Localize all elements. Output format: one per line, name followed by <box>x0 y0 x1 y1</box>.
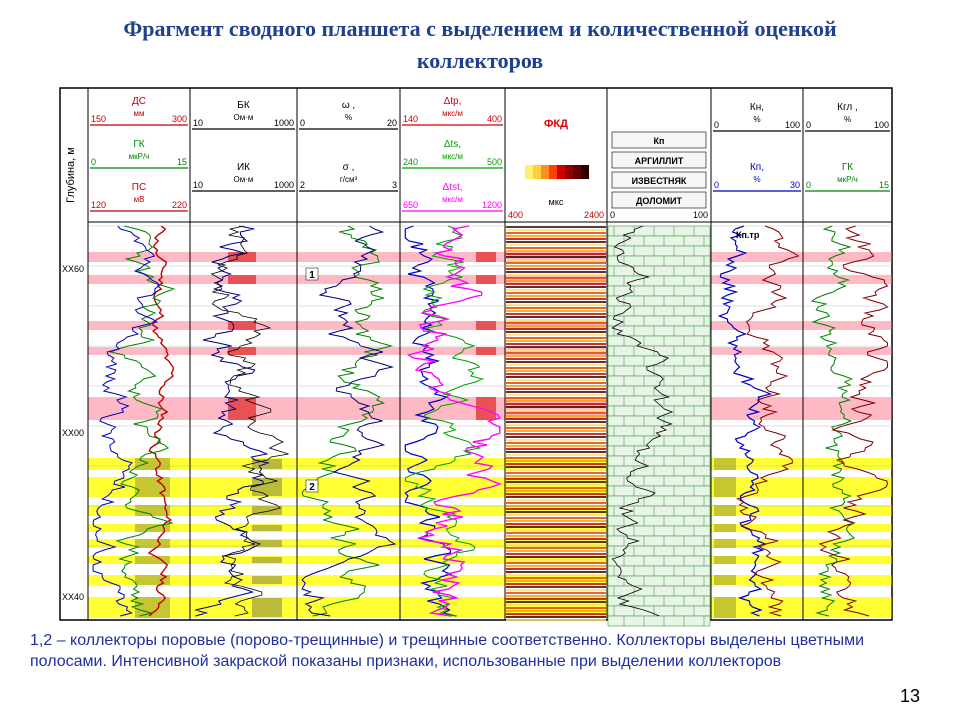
fkd-stripe <box>506 364 606 366</box>
lith-row <box>608 306 710 316</box>
lith-row <box>608 266 710 276</box>
fkd-stripe <box>506 574 606 576</box>
curve-unit: % <box>753 175 761 184</box>
fkd-color-swatch <box>557 165 565 179</box>
fkd-stripe <box>506 478 606 480</box>
curve-name: ω , <box>341 100 356 111</box>
fkd-stripe <box>506 616 606 618</box>
curve-name: Кп, <box>749 162 765 173</box>
zone-label-2: 2 <box>309 482 315 493</box>
feature-fill <box>252 525 282 531</box>
lith-row <box>608 336 710 346</box>
fkd-stripe <box>506 331 606 333</box>
fkd-stripe <box>506 466 606 468</box>
scale-max: 3 <box>391 180 397 190</box>
curve-name: Кгл , <box>837 102 858 113</box>
fkd-stripe <box>506 472 606 474</box>
curve-unit: мкР/ч <box>837 175 858 184</box>
fkd-stripe <box>506 568 606 570</box>
scale-max: 15 <box>176 157 187 167</box>
fkd-stripe <box>506 496 606 498</box>
fkd-stripe <box>506 343 606 345</box>
lith-row <box>608 516 710 526</box>
fkd-stripe <box>506 463 606 465</box>
fkd-stripe <box>506 556 606 558</box>
lith-row <box>608 606 710 616</box>
fkd-stripe <box>506 232 606 234</box>
scale-min: 10 <box>193 118 204 128</box>
scale-min: 0 <box>91 157 97 167</box>
fkd-stripe <box>506 436 606 438</box>
fkd-stripe <box>506 442 606 444</box>
fkd-stripe <box>506 334 606 336</box>
fkd-stripe <box>506 541 606 543</box>
fkd-stripe <box>506 280 606 282</box>
curve-unit: мВ <box>133 195 145 204</box>
scale-max: 100 <box>784 120 800 130</box>
feature-fill <box>714 505 736 516</box>
scale-min: 2 <box>300 180 306 190</box>
scale-min: 0 <box>714 180 720 190</box>
fkd-stripe <box>506 229 606 231</box>
fkd-stripe <box>506 253 606 255</box>
reservoir-band-type2 <box>88 505 892 516</box>
lith-min: 0 <box>610 210 616 220</box>
curve-unit: Ом·м <box>233 113 254 122</box>
fkd-color-swatch <box>549 165 557 179</box>
reservoir-band-type2 <box>88 556 892 564</box>
scale-max: 400 <box>486 114 502 124</box>
fkd-stripe <box>506 262 606 264</box>
fkd-stripe <box>506 427 606 429</box>
fkd-stripe <box>506 502 606 504</box>
fkd-stripe <box>506 499 606 501</box>
fkd-stripe <box>506 277 606 279</box>
curve-name: Δts, <box>443 139 462 150</box>
fkd-stripe <box>506 583 606 585</box>
fkd-stripe <box>506 244 606 246</box>
page-number: 13 <box>899 686 920 706</box>
fkd-stripe <box>506 619 606 621</box>
depth-mark-xx40: XX40 <box>62 592 85 602</box>
fkd-stripe <box>506 307 606 309</box>
lith-row <box>608 256 710 266</box>
fkd-stripe <box>506 259 606 261</box>
fkd-stripe <box>506 295 606 297</box>
fkd-stripe <box>506 415 606 417</box>
lith-legend-label: Кп <box>653 136 665 146</box>
fkd-stripe <box>506 607 606 609</box>
fkd-stripe <box>506 535 606 537</box>
curve-name: Δtp, <box>443 96 462 107</box>
curve-name: ПС <box>131 182 147 193</box>
lith-row <box>608 576 710 586</box>
fkd-stripe <box>506 322 606 324</box>
fkd-stripe <box>506 538 606 540</box>
fkd-stripe <box>506 484 606 486</box>
fkd-stripe <box>506 268 606 270</box>
curve-name: ГК <box>841 162 854 173</box>
lith-legend-label: АРГИЛЛИТ <box>634 156 684 166</box>
fkd-stripe <box>506 577 606 579</box>
feature-fill <box>714 556 736 564</box>
fkd-stripe <box>506 457 606 459</box>
fkd-stripe <box>506 493 606 495</box>
fkd-stripe <box>506 523 606 525</box>
scale-max: 30 <box>789 180 800 190</box>
lith-row <box>608 586 710 596</box>
scale-min: 0 <box>714 120 720 130</box>
scale-max: 20 <box>386 118 397 128</box>
curve-unit: Ом·м <box>233 175 254 184</box>
fkd-min: 400 <box>508 210 524 220</box>
lith-row <box>608 616 710 626</box>
feature-fill <box>714 477 736 497</box>
fkd-stripe <box>506 352 606 354</box>
feature-fill <box>135 597 170 618</box>
curve-name: ГК <box>133 139 145 150</box>
fkd-stripe <box>506 517 606 519</box>
fkd-stripe <box>506 397 606 399</box>
feature-fill <box>135 539 170 548</box>
fkd-name: ФКД <box>544 118 568 130</box>
lith-legend-label: ИЗВЕСТНЯК <box>631 176 687 186</box>
fkd-color-swatch <box>525 165 533 179</box>
fkd-color-swatch <box>581 165 589 179</box>
fkd-stripe <box>506 238 606 240</box>
fkd-stripe <box>506 409 606 411</box>
fkd-stripe <box>506 247 606 249</box>
fkd-color-swatch <box>541 165 549 179</box>
fkd-stripe <box>506 235 606 237</box>
scale-max: 1000 <box>273 180 294 190</box>
fkd-stripe <box>506 604 606 606</box>
depth-mark-xx60: XX60 <box>62 264 85 274</box>
lith-row <box>608 386 710 396</box>
scale-max: 220 <box>171 200 187 210</box>
curve-unit: мкР/ч <box>128 152 150 161</box>
curve-name: БК <box>237 100 250 111</box>
fkd-stripe <box>506 376 606 378</box>
fkd-stripe <box>506 328 606 330</box>
fkd-stripe <box>506 301 606 303</box>
fkd-stripe <box>506 448 606 450</box>
fkd-stripe <box>506 286 606 288</box>
lith-row <box>608 446 710 456</box>
fkd-stripe <box>506 403 606 405</box>
fkd-stripe <box>506 508 606 510</box>
reservoir-band-type2 <box>88 524 892 532</box>
fkd-stripe <box>506 586 606 588</box>
feature-fill <box>714 575 736 585</box>
fkd-stripe <box>506 439 606 441</box>
lith-row <box>608 276 710 286</box>
lith-row <box>608 356 710 366</box>
fkd-stripe <box>506 481 606 483</box>
fkd-stripe <box>506 421 606 423</box>
fkd-stripe <box>506 370 606 372</box>
lith-max: 100 <box>692 210 708 220</box>
fkd-stripe <box>506 475 606 477</box>
fkd-stripe <box>506 598 606 600</box>
scale-max: 100 <box>873 120 889 130</box>
scale-min: 0 <box>300 118 306 128</box>
fkd-color-swatch <box>573 165 581 179</box>
curve-name: σ , <box>342 162 355 173</box>
feature-fill <box>228 397 256 420</box>
scale-min: 240 <box>403 157 419 167</box>
fkd-stripe <box>506 451 606 453</box>
fkd-stripe <box>506 226 606 228</box>
lith-row <box>608 486 710 496</box>
fkd-stripe <box>506 559 606 561</box>
fkd-stripe <box>506 490 606 492</box>
scale-min: 0 <box>806 180 812 190</box>
scale-min: 0 <box>806 120 812 130</box>
feature-fill <box>476 347 496 355</box>
fkd-stripe <box>506 250 606 252</box>
fkd-stripe <box>506 610 606 612</box>
lith-row <box>608 566 710 576</box>
fkd-stripe <box>506 571 606 573</box>
feature-fill <box>714 524 736 532</box>
fkd-stripe <box>506 256 606 258</box>
feature-fill <box>476 321 496 330</box>
lith-row <box>608 376 710 386</box>
kn-plot-label: Кп.тр <box>736 230 760 240</box>
fkd-stripe <box>506 460 606 462</box>
fkd-stripe <box>506 361 606 363</box>
scale-min: 120 <box>91 200 107 210</box>
fkd-stripe <box>506 553 606 555</box>
lith-row <box>608 466 710 476</box>
scale-max: 500 <box>486 157 502 167</box>
fkd-stripe <box>506 514 606 516</box>
fkd-stripe <box>506 550 606 552</box>
fkd-stripe <box>506 445 606 447</box>
feature-fill <box>252 598 282 617</box>
fkd-stripe <box>506 454 606 456</box>
fkd-stripe <box>506 367 606 369</box>
lith-row <box>608 406 710 416</box>
feature-fill <box>714 539 736 548</box>
lith-row <box>608 236 710 246</box>
fkd-stripe <box>506 391 606 393</box>
fkd-stripe <box>506 547 606 549</box>
fkd-stripe <box>506 271 606 273</box>
fkd-stripe <box>506 325 606 327</box>
curve-name: Δtst, <box>442 182 463 193</box>
fkd-stripe <box>506 544 606 546</box>
scale-max: 300 <box>171 114 187 124</box>
fkd-stripe <box>506 304 606 306</box>
lith-row <box>608 456 710 466</box>
slide-title-line2: коллекторов <box>416 48 544 73</box>
lith-row <box>608 556 710 566</box>
fkd-stripe <box>506 601 606 603</box>
fkd-stripe <box>506 430 606 432</box>
curve-unit: мкс/м <box>442 109 463 118</box>
lith-row <box>608 296 710 306</box>
scale-max: 15 <box>878 180 889 190</box>
fkd-stripe <box>506 283 606 285</box>
curve-name: ИК <box>236 162 251 173</box>
scale-max: 1000 <box>273 118 294 128</box>
fkd-stripe <box>506 511 606 513</box>
curve-unit: г/см³ <box>339 175 358 184</box>
fkd-stripe <box>506 469 606 471</box>
fkd-stripe <box>506 418 606 420</box>
curve-unit: % <box>753 115 761 124</box>
feature-fill <box>714 597 736 618</box>
fkd-stripe <box>506 346 606 348</box>
fkd-stripe <box>506 592 606 594</box>
fkd-stripe <box>506 400 606 402</box>
fkd-stripe <box>506 388 606 390</box>
fkd-stripe <box>506 298 606 300</box>
fkd-stripe <box>506 241 606 243</box>
lith-row <box>608 286 710 296</box>
scale-min: 140 <box>403 114 419 124</box>
fkd-stripe <box>506 532 606 534</box>
lith-row <box>608 476 710 486</box>
lith-row <box>608 316 710 326</box>
fkd-stripe <box>506 340 606 342</box>
fkd-stripe <box>506 355 606 357</box>
fkd-stripe <box>506 424 606 426</box>
fkd-stripe <box>506 337 606 339</box>
fkd-stripe <box>506 526 606 528</box>
curve-unit: мкс/м <box>442 195 463 204</box>
lith-row <box>608 536 710 546</box>
feature-fill <box>252 557 282 563</box>
lith-row <box>608 366 710 376</box>
curve-name: ДС <box>132 96 146 107</box>
slide-title-line1: Фрагмент сводного планшета с выделением и количественной оценкой <box>123 16 837 41</box>
fkd-stripe <box>506 382 606 384</box>
fkd-stripe <box>506 565 606 567</box>
feature-fill <box>228 275 256 284</box>
feature-fill <box>476 275 496 284</box>
fkd-stripe <box>506 529 606 531</box>
fkd-stripe <box>506 595 606 597</box>
curve-unit: мкс/м <box>442 152 463 161</box>
feature-fill <box>252 478 282 496</box>
fkd-stripe <box>506 580 606 582</box>
fkd-stripe <box>506 373 606 375</box>
fkd-stripe <box>506 319 606 321</box>
lith-row <box>608 436 710 446</box>
curve-unit: % <box>344 113 353 122</box>
scale-min: 650 <box>403 200 419 210</box>
fkd-color-swatch <box>565 165 573 179</box>
lith-legend-label: ДОЛОМИТ <box>636 196 682 206</box>
fkd-stripe <box>506 487 606 489</box>
fkd-stripe <box>506 358 606 360</box>
depth-mark-xx00: XX00 <box>62 428 85 438</box>
fkd-stripe <box>506 289 606 291</box>
feature-fill <box>476 252 496 262</box>
lith-row <box>608 496 710 506</box>
fkd-stripe <box>506 349 606 351</box>
curve-name: Кн, <box>749 102 765 113</box>
fkd-stripe <box>506 274 606 276</box>
lith-row <box>608 526 710 536</box>
fkd-unit: мкс <box>548 197 564 207</box>
fkd-stripe <box>506 292 606 294</box>
scale-max: 1200 <box>481 200 502 210</box>
feature-fill <box>714 458 736 470</box>
fkd-stripe <box>506 589 606 591</box>
reservoir-band-type2 <box>88 539 892 548</box>
figure-caption: 1,2 – коллекторы поровые (порово-трещинные) и трещинные соответственно. Коллекторы выделены цветными полосами. Интенсивной закраской показаны признаки, использованные при выделении коллекторов <box>30 632 865 670</box>
fkd-stripe <box>506 313 606 315</box>
fkd-stripe <box>506 394 606 396</box>
fkd-stripe <box>506 316 606 318</box>
fkd-stripe <box>506 613 606 615</box>
fkd-stripe <box>506 520 606 522</box>
fkd-stripe <box>506 412 606 414</box>
zone-label-1: 1 <box>309 270 315 281</box>
curve-unit: % <box>843 115 852 124</box>
fkd-stripe <box>506 562 606 564</box>
fkd-color-swatch <box>533 165 541 179</box>
fkd-max: 2400 <box>583 210 604 220</box>
lith-row <box>608 326 710 336</box>
feature-fill <box>252 576 282 584</box>
fkd-stripe <box>506 433 606 435</box>
scale-min: 150 <box>91 114 107 124</box>
curve-unit: мм <box>133 109 145 118</box>
fkd-stripe <box>506 379 606 381</box>
scale-min: 10 <box>193 180 204 190</box>
fkd-stripe <box>506 310 606 312</box>
depth-axis-label: Глубина, м <box>65 147 77 203</box>
fkd-stripe <box>506 406 606 408</box>
lith-row <box>608 226 710 236</box>
